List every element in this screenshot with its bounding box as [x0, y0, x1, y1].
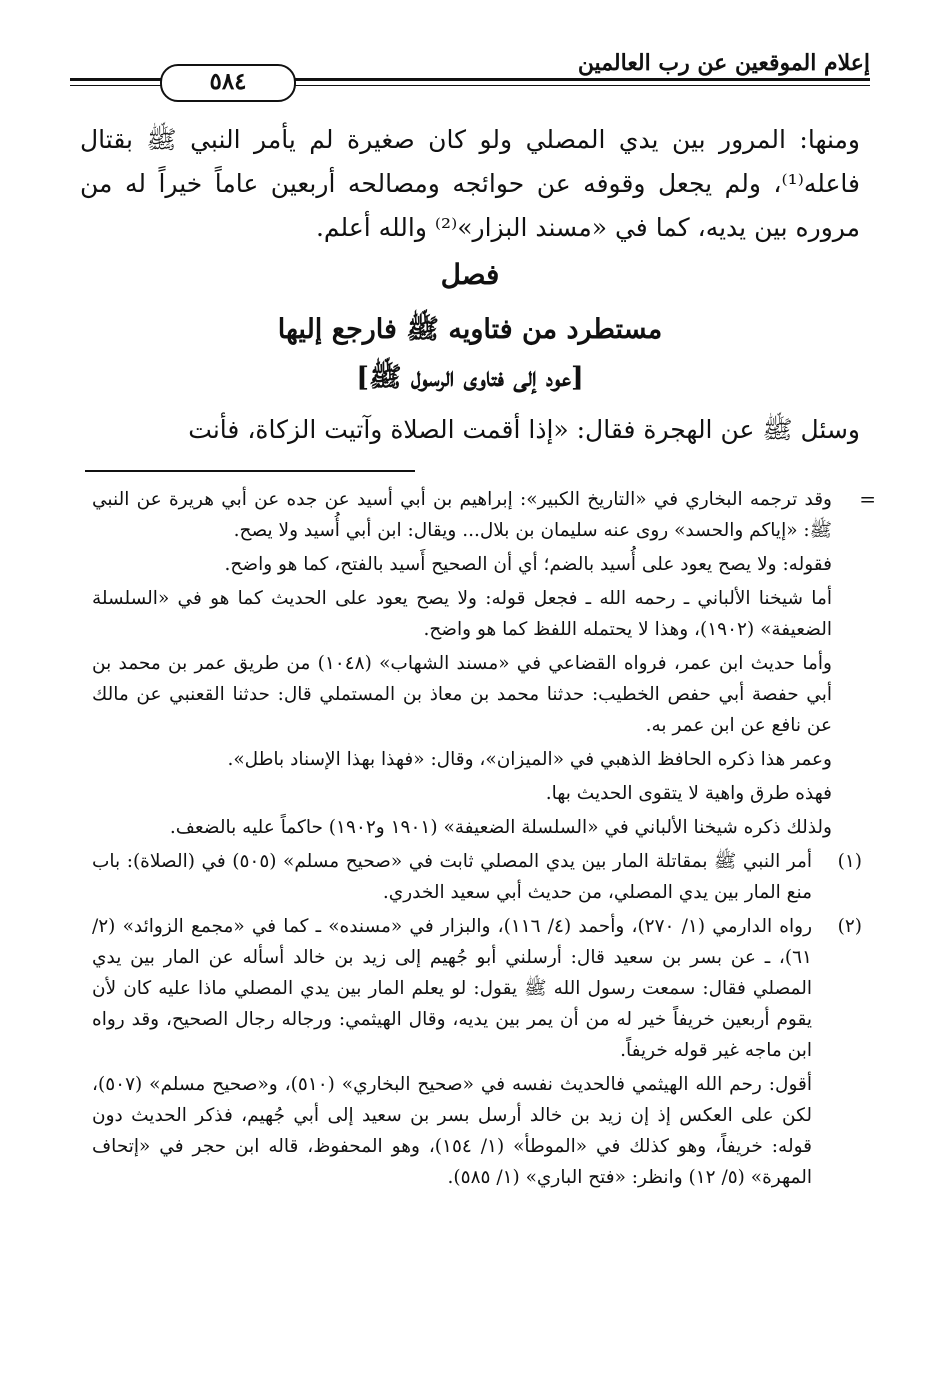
page-number: ٥٨٤ — [160, 64, 296, 102]
footnote-2 — [92, 911, 862, 1066]
footnote-paragraph: وقد ترجمه البخاري في «التاريخ الكبير»: إبراهيم بن أبي أسيد عن جده عن أبي هريرة عن النبي ﷺ: «إياكم والحسد» روى عنه سليمان بن بلال... ويقال: ابن أبي أُسيد ولا يصح. — [92, 489, 832, 541]
footnote-number: (٢) — [837, 916, 862, 937]
footnote-text: رواه الدارمي (١/ ٢٧٠)، وأحمد (٤/ ١١٦)، والبزار في «مسنده» ـ كما في «مجمع الزوائد» (٢/ ٦١)، ـ عن بسر بن سعيد قال: أرسلني أبو جُهيم إلى زيد بن خالد أسأله عن المار بين يدي المصلي فقال: سمعت رسول الله ﷺ يقول: لو يعلم المار بين يدي المصلي ماذا عليه كان لأن يقوم أربعين خريفاً خير له من أن يمر بين يديه، وقال الهيثمي: ورجاله رجال الصحيح، وقد رواه ابن ماجه غير قوله خريفاً. — [92, 916, 813, 1061]
page-header — [70, 52, 870, 102]
section-subtitle-bracketed: [عود إلى فتاوى الرسول ﷺ] — [356, 362, 584, 393]
footnote-divider — [85, 470, 415, 472]
footnote-paragraph: فقوله: ولا يصح يعود على أُسيد بالضم؛ أي أن الصحيح أَسيد بالفتح، كما هو واضح. — [224, 554, 832, 575]
footnote-1 — [92, 846, 862, 908]
footnote-paragraph: فهذه طرق واهية لا يتقوى الحديث بها. — [545, 783, 832, 804]
footnote-number: (١) — [837, 851, 862, 872]
footnotes — [92, 484, 876, 1196]
footnote-paragraph: ولذلك ذكره شيخنا الألباني في «السلسلة الضعيفة» (١٩٠١ و١٩٠٢) حاكماً عليه بالضعف. — [169, 817, 832, 838]
body-text — [80, 118, 860, 250]
footnote-text: أمر النبي ﷺ بمقاتلة المار بين يدي المصلي ثابت في «صحيح مسلم» (٥٠٥) في (الصلاة): باب منع المار بين يدي المصلي، من حديث أبي سعيد الخدري. — [92, 851, 812, 903]
section-heading: فصل — [440, 258, 500, 291]
footnote-paragraph: أما شيخنا الألباني ـ رحمه الله ـ فجعل قوله: ولا يصح يعود على الحديث كما هو في «السلسلة الضعيفة» (١٩٠٢)، وهذا لا يحتمله اللفظ كما هو واضح. — [92, 588, 832, 640]
footnote-paragraph: وأما حديث ابن عمر، فرواه القضاعي في «مسند الشهاب» (١٠٤٨) من طريق عمر بن محمد بن أبي حفصة أبي حفص الخطيب: حدثنا محمد بن معاذ بن المستملي قال: حدثنا القعنبي عن مالك عن نافع عن ابن عمر به. — [92, 653, 832, 736]
running-title: إعلام الموقعين عن رب العالمين — [568, 50, 870, 76]
footnote-continuation-marker: = — [859, 487, 876, 511]
section-subtitle: مستطرد من فتاويه ﷺ فارجع إليها — [277, 314, 663, 345]
section-continuation: وسئل ﷺ عن الهجرة فقال: «إذا أقمت الصلاة وآتيت الزكاة، فأنت — [188, 415, 860, 444]
footnote-paragraph: أقول: رحم الله الهيثمي فالحديث نفسه في «صحيح البخاري» (٥١٠)، و«صحيح مسلم» (٥٠٧)، لكن على العكس إذ إن زيد بن خالد أرسل بسر بن سعيد إلى أبي جُهيم، فذكر الحديث دون قوله: خريفاً، وهو كذلك في «الموطأ» (١/ ١٥٤)، وهو المحفوظ، قاله ابن حجر في «إتحاف المهرة» (٥/ ١٢) وانظر: «فتح الباري» (١/ ٥٨٥). — [92, 1074, 812, 1188]
body-paragraph: ومنها: المرور بين يدي المصلي ولو كان صغيرة لم يأمر النبي ﷺ بقتال فاعله⁽¹⁾، ولم يجعل وقوفه عن حوائجه ومصالحه أربعين عاماً خيراً له من مروره بين يديه، كما في «مسند البزار»⁽²⁾ والله أعلم. — [80, 125, 860, 242]
footnote-paragraph: وعمر هذا ذكره الحافظ الذهبي في «الميزان»، وقال: «فهذا بهذا الإسناد باطل». — [227, 749, 832, 770]
